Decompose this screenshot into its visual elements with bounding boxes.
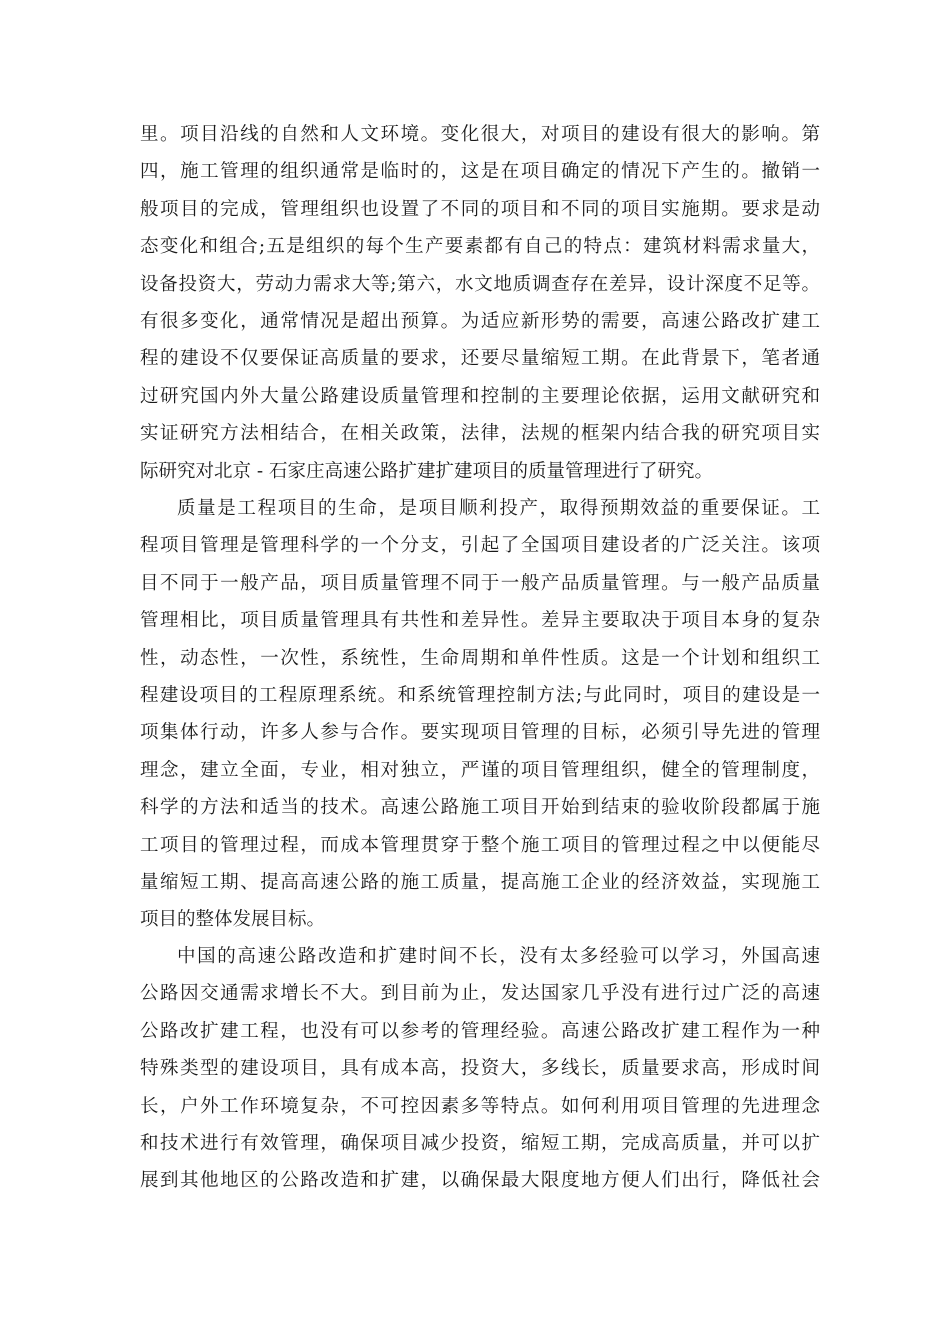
paragraph-continued-intro	[140, 116, 820, 490]
text-line: 量缩短工期、提高高速公路的施工质量，提高施工企业的经济效益，实现施工	[140, 871, 820, 893]
text-line: 展到其他地区的公路改造和扩建，以确保最大限度地方便人们出行，降低社会	[140, 1170, 820, 1192]
text-line: 科学的方法和适当的技术。高速公路施工项目开始到结束的验收阶段都属于施	[140, 797, 820, 819]
text-line: 特殊类型的建设项目，具有成本高，投资大，多线长，质量要求高，形成时间	[140, 1058, 820, 1080]
text-line: 项目的整体发展目标。	[140, 909, 326, 931]
text-line: 公路改扩建工程，也没有可以参考的管理经验。高速公路改扩建工程作为一种	[140, 1020, 820, 1042]
text-line: 和技术进行有效管理，确保项目减少投资，缩短工期，完成高质量，并可以扩	[140, 1132, 820, 1154]
text-line: 设备投资大，劳动力需求大等;第六，水文地质调查存在差异，设计深度不足等。	[140, 273, 820, 295]
text-line: 过研究国内外大量公路建设质量管理和控制的主要理论依据，运用文献研究和	[140, 385, 820, 407]
text-line: 管理相比，项目质量管理具有共性和差异性。差异主要取决于项目本身的复杂	[140, 610, 820, 632]
paragraph-expansion	[140, 938, 820, 1200]
text-line: 程建设项目的工程原理系统。和系统管理控制方法;与此同时，项目的建设是一	[140, 684, 820, 706]
text-line: 般项目的完成，管理组织也设置了不同的项目和不同的项目实施期。要求是动	[140, 198, 820, 220]
text-line: 程项目管理是管理科学的一个分支，引起了全国项目建设者的广泛关注。该项	[140, 535, 820, 557]
text-line: 四，施工管理的组织通常是临时的，这是在项目确定的情况下产生的。撤销一	[140, 161, 820, 183]
text-line: 目不同于一般产品，项目质量管理不同于一般产品质量管理。与一般产品质量	[140, 572, 820, 594]
text-line: 质量是工程项目的生命，是项目顺利投产，取得预期效益的重要保证。工	[177, 498, 820, 519]
text-line: 性，动态性，一次性，系统性，生命周期和单件性质。这是一个计划和组织工	[140, 647, 820, 669]
text-line: 长，户外工作环境复杂，不可控因素多等特点。如何利用项目管理的先进理念	[140, 1095, 820, 1117]
text-line: 中国的高速公路改造和扩建时间不长，没有太多经验可以学习，外国高速	[177, 946, 820, 967]
text-line: 实证研究方法相结合，在相关政策，法律，法规的框架内结合我的研究项目实	[140, 423, 820, 445]
text-line: 里。项目沿线的自然和人文环境。变化很大，对项目的建设有很大的影响。第	[140, 124, 820, 145]
text-line: 程的建设不仅要保证高质量的要求，还要尽量缩短工期。在此背景下，笔者通	[140, 348, 820, 370]
text-line: 工项目的管理过程，而成本管理贯穿于整个施工项目的管理过程之中以便能尽	[140, 834, 820, 856]
text-line: 项集体行动，许多人参与合作。要实现项目管理的目标，必须引导先进的管理	[140, 722, 820, 744]
text-line: 态变化和组合;五是组织的每个生产要素都有自己的特点：建筑材料需求量大，	[140, 236, 820, 258]
text-line: 际研究对北京 - 石家庄高速公路扩建扩建项目的质量管理进行了研究。	[140, 460, 714, 482]
text-line: 有很多变化，通常情况是超出预算。为适应新形势的需要，高速公路改扩建工	[140, 310, 820, 332]
text-line: 公路因交通需求增长不大。到目前为止，发达国家几乎没有进行过广泛的高速	[140, 983, 820, 1005]
paragraph-quality	[140, 490, 820, 939]
text-line: 理念，建立全面，专业，相对独立，严谨的项目管理组织，健全的管理制度，	[140, 759, 820, 781]
